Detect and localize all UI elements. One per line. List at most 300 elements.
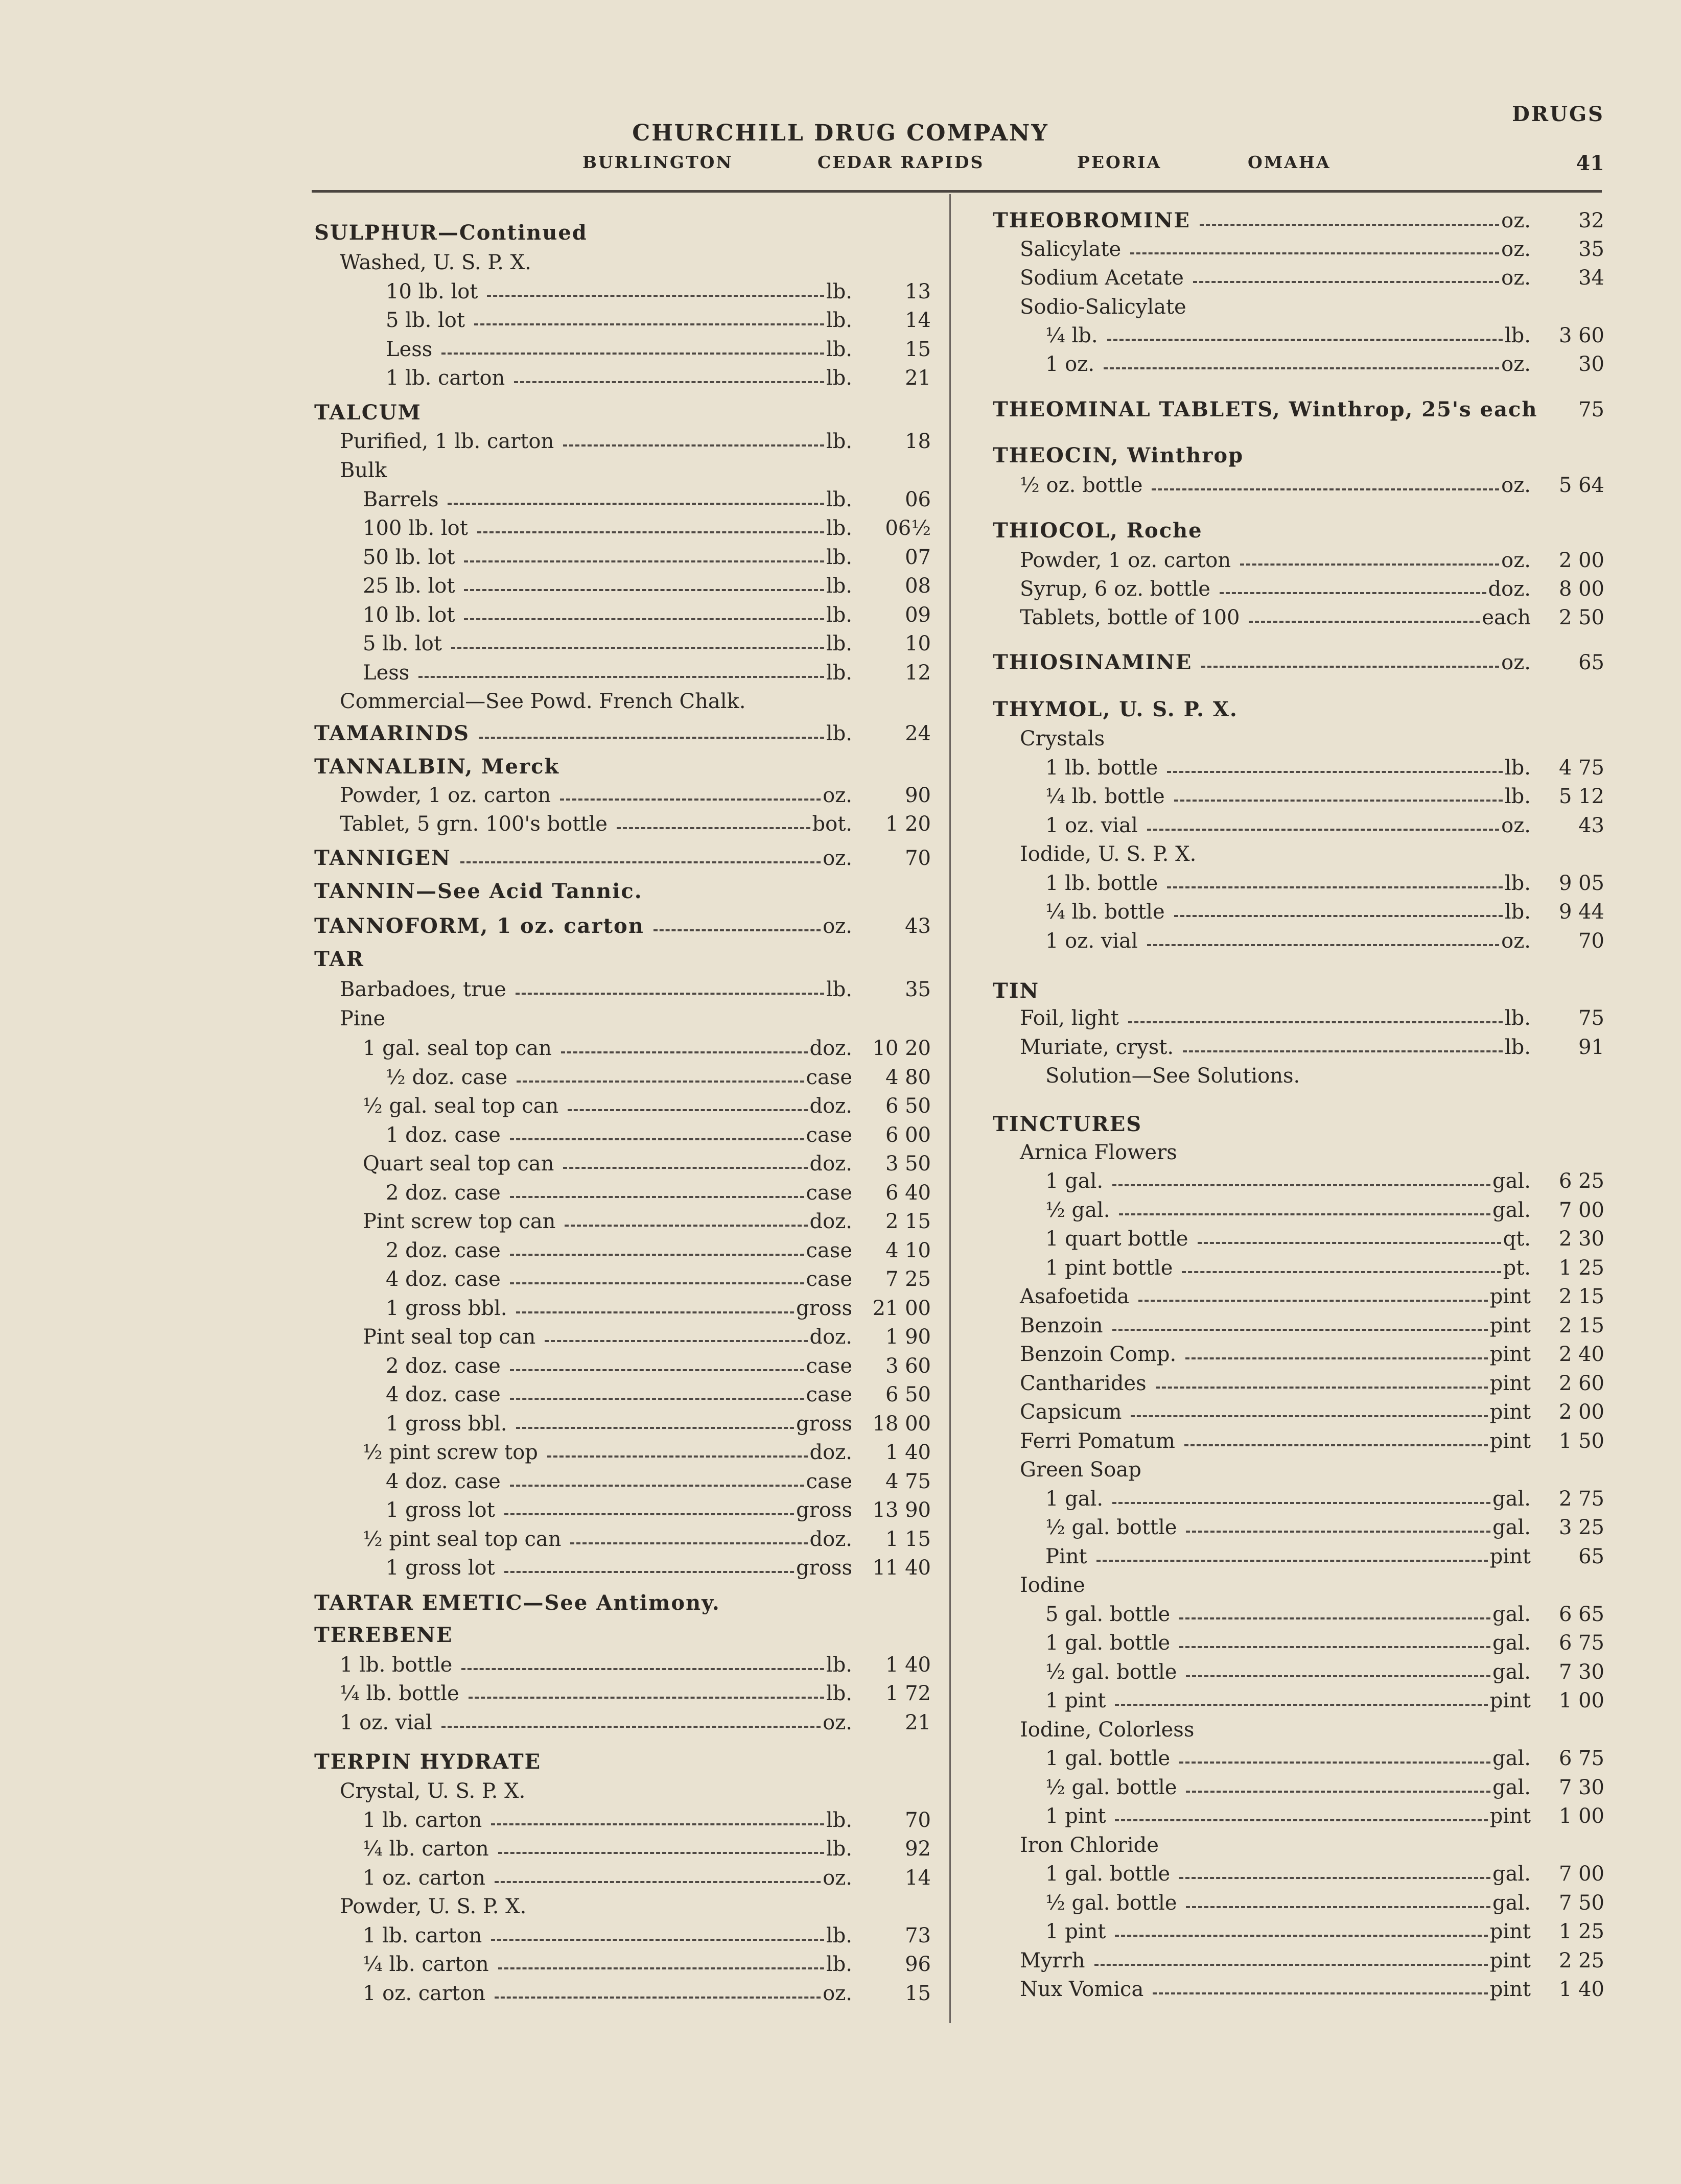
price-value: 06½	[885, 516, 931, 540]
price-value: 14	[905, 309, 931, 332]
price-value: 7 50	[1558, 1891, 1604, 1915]
price-value: 75	[1578, 398, 1604, 421]
unit-label: lb.	[826, 1682, 852, 1705]
price-entry	[0, 838, 1681, 870]
unit-label: qt.	[1503, 1227, 1531, 1251]
price-value: 1 20	[885, 812, 931, 836]
unit-label: lb.	[826, 309, 852, 332]
unit-label: gal.	[1492, 1862, 1531, 1886]
item-name: ½ doz. case	[386, 1066, 508, 1089]
unit-label: lb.	[826, 722, 852, 745]
price-entry	[0, 1771, 1681, 1803]
item-name: 1 quart bottle	[1045, 1227, 1188, 1251]
item-name: Crystals	[1020, 727, 1105, 750]
price-value: 35	[905, 978, 931, 1001]
price-entry	[0, 1713, 1681, 1742]
price-value: 9 44	[1558, 900, 1604, 924]
price-value: 07	[905, 546, 931, 569]
item-name: 1 lb. carton	[386, 366, 505, 390]
price-value: 65	[1578, 651, 1604, 674]
price-entry	[0, 809, 1681, 838]
price-entry	[0, 1223, 1681, 1251]
price-entry	[0, 1194, 1681, 1223]
unit-label: gross	[796, 1297, 852, 1320]
item-name: 1 lb. bottle	[1045, 756, 1158, 780]
item-name: 1 gal.	[1045, 1169, 1104, 1193]
dot-leader	[1115, 1704, 1487, 1706]
unit-label: pint	[1489, 1429, 1531, 1453]
item-name: ¼ lb. carton	[363, 1837, 489, 1861]
item-name: 1 pint	[1045, 1804, 1106, 1828]
item-name: TAR	[314, 947, 364, 971]
item-name: 1 oz. vial	[340, 1711, 432, 1734]
price-value: 9 05	[1558, 872, 1604, 895]
item-name: Tablets, bottle of 100	[1020, 606, 1240, 629]
unit-label: lb.	[826, 338, 852, 361]
unit-label: bot.	[812, 812, 852, 836]
price-entry	[0, 1252, 1681, 1280]
item-name: Washed, U. S. P. X.	[340, 251, 531, 274]
unit-label: lb.	[826, 574, 852, 598]
dot-leader	[1152, 488, 1499, 490]
unit-label: case	[806, 1066, 852, 1089]
item-name: 1 oz. vial	[1045, 814, 1138, 837]
item-name: Syrup, 6 oz. bottle	[1020, 577, 1210, 601]
item-name: Barbadoes, true	[340, 978, 506, 1001]
price-value: 21	[905, 366, 931, 390]
dot-leader	[514, 381, 824, 383]
item-name: Arnica Flowers	[1020, 1141, 1177, 1164]
price-entry	[0, 925, 1681, 953]
unit-label: doz.	[809, 1441, 852, 1464]
unit-label: lb.	[826, 661, 852, 685]
item-name: 25 lb. lot	[363, 574, 455, 598]
item-name: Foil, light	[1020, 1006, 1119, 1030]
unit-label: gal.	[1492, 1487, 1531, 1511]
price-value: 7 00	[1558, 1199, 1604, 1222]
price-value: 1 40	[885, 1441, 931, 1464]
price-value: 32	[1578, 209, 1604, 232]
dot-leader	[1115, 1935, 1487, 1937]
price-value: 3 60	[1558, 324, 1604, 347]
price-value: 2 40	[1558, 1343, 1604, 1366]
price-entry	[0, 1396, 1681, 1424]
price-entry	[0, 780, 1681, 809]
price-value: 2 15	[1558, 1314, 1604, 1337]
item-name: 1 gal. bottle	[1045, 1862, 1171, 1886]
item-name: TALCUM	[314, 401, 422, 425]
item-name: 1 gal. bottle	[1045, 1747, 1171, 1770]
price-entry	[0, 1915, 1681, 1947]
dot-leader	[1112, 1184, 1490, 1186]
item-name: TAMARINDS	[314, 721, 470, 745]
item-name: Bulk	[340, 459, 387, 482]
unit-label: pint	[1489, 1545, 1531, 1568]
item-name: TANNALBIN, Merck	[314, 755, 560, 779]
unit-label: pint	[1489, 1920, 1531, 1943]
item-name: Powder, 1 oz. carton	[340, 784, 551, 807]
price-value: 4 80	[885, 1066, 931, 1089]
unit-label: doz.	[809, 1094, 852, 1118]
dot-leader	[1107, 339, 1503, 341]
price-value: 6 65	[1558, 1603, 1604, 1626]
item-name: ½ gal. bottle	[1045, 1776, 1177, 1799]
unit-label: doz.	[809, 1037, 852, 1060]
city-cedar-rapids: CEDAR RAPIDS	[818, 152, 985, 172]
item-name: 4 doz. case	[386, 1267, 501, 1291]
price-entry	[0, 1800, 1681, 1832]
city-omaha: OMAHA	[1248, 152, 1331, 172]
price-entry	[0, 1483, 1681, 1511]
price-value: 34	[1578, 266, 1604, 290]
city-peoria: PEORIA	[1077, 152, 1162, 172]
price-value: 15	[905, 1982, 931, 2005]
unit-label: oz.	[1501, 814, 1531, 837]
price-entry	[0, 1540, 1681, 1569]
price-value: 90	[905, 784, 931, 807]
dot-leader	[1185, 1357, 1488, 1359]
price-value: 11 40	[872, 1556, 931, 1580]
dot-leader	[1174, 915, 1503, 917]
price-value: 2 15	[885, 1210, 931, 1233]
price-value: 7 30	[1558, 1660, 1604, 1684]
unit-label: gal.	[1492, 1169, 1531, 1193]
price-entry	[0, 1858, 1681, 1890]
dot-leader	[1183, 1050, 1503, 1052]
unit-label: gross	[796, 1412, 852, 1436]
item-name: Myrrh	[1020, 1949, 1085, 1972]
price-value: 92	[905, 1837, 931, 1861]
price-value: 2 30	[1558, 1227, 1604, 1251]
unit-label: lb.	[826, 280, 852, 303]
item-name: 1 gal.	[1045, 1487, 1104, 1511]
item-name: ½ gal. seal top can	[363, 1094, 559, 1118]
item-name: TIN	[993, 979, 1040, 1003]
price-value: 2 60	[1558, 1372, 1604, 1395]
price-value: 2 75	[1558, 1487, 1604, 1511]
price-entry	[0, 896, 1681, 924]
price-value: 1 25	[1558, 1256, 1604, 1280]
price-value: 6 50	[885, 1094, 931, 1118]
price-value: 2 50	[1558, 606, 1604, 629]
dot-leader	[1167, 771, 1503, 773]
item-name: Cantharides	[1020, 1372, 1147, 1395]
item-name: Barrels	[363, 488, 439, 511]
price-entry	[0, 319, 1681, 348]
item-name: 1 lb. carton	[363, 1924, 482, 1947]
item-name: 1 oz. vial	[1045, 929, 1138, 953]
dot-leader	[1119, 1213, 1490, 1215]
item-name: Salicylate	[1020, 238, 1122, 261]
item-name: ½ gal.	[1045, 1199, 1110, 1222]
price-value: 5 12	[1558, 785, 1604, 808]
unit-label: gal.	[1492, 1776, 1531, 1799]
unit-label: gal.	[1492, 1891, 1531, 1915]
page-number: 41	[1576, 151, 1604, 175]
price-value: 1 00	[1558, 1804, 1604, 1828]
item-name: Capsicum	[1020, 1400, 1122, 1424]
price-value: 1 25	[1558, 1920, 1604, 1943]
entry-heading	[0, 439, 1681, 468]
unit-label: case	[806, 1239, 852, 1262]
price-value: 14	[905, 1866, 931, 1890]
unit-label: case	[806, 1383, 852, 1406]
item-name: 4 doz. case	[386, 1470, 501, 1493]
price-entry	[0, 1973, 1681, 2005]
item-name: 1 pint	[1045, 1689, 1106, 1712]
item-name: 1 gross bbl.	[386, 1412, 507, 1436]
item-name: TANNOFORM, 1 oz. carton	[314, 914, 644, 938]
price-value: 3 50	[885, 1152, 931, 1176]
item-name: TANNIGEN	[314, 846, 451, 870]
unit-label: lb.	[826, 366, 852, 390]
item-name: 1 gal. bottle	[1045, 1631, 1171, 1655]
item-name: Iodine	[1020, 1574, 1085, 1597]
company-name: CHURCHILL DRUG COMPANY	[632, 120, 1049, 146]
item-name: 50 lb. lot	[363, 546, 455, 569]
unit-label: lb.	[1504, 785, 1531, 808]
item-name: Iodine, Colorless	[1020, 1718, 1195, 1742]
item-name: Iron Chloride	[1020, 1834, 1159, 1857]
item-name: ½ pint screw top	[363, 1441, 538, 1464]
item-name: 2 doz. case	[386, 1239, 501, 1262]
price-value: 13 90	[872, 1498, 931, 1522]
dot-leader	[1179, 1646, 1490, 1648]
price-value: 21 00	[872, 1297, 931, 1320]
unit-label: oz.	[823, 784, 852, 807]
unit-label: doz.	[809, 1210, 852, 1233]
unit-label: lb.	[1504, 872, 1531, 895]
entry-heading	[0, 1108, 1681, 1137]
unit-label: lb.	[826, 488, 852, 511]
unit-label: oz.	[1501, 929, 1531, 953]
price-entry	[0, 1425, 1681, 1453]
price-entry	[0, 573, 1681, 601]
item-name: 1 pint	[1045, 1920, 1106, 1943]
item-name: ½ gal. bottle	[1045, 1516, 1177, 1539]
item-name: Powder, 1 oz. carton	[1020, 549, 1231, 572]
item-name: Benzoin Comp.	[1020, 1343, 1177, 1366]
price-value: 30	[1578, 353, 1604, 376]
item-name: ½ gal. bottle	[1045, 1660, 1177, 1684]
item-name: Asafoetida	[1020, 1285, 1130, 1308]
unit-label: lb.	[826, 430, 852, 453]
price-value: 18	[905, 430, 931, 453]
dot-leader	[1186, 1791, 1490, 1793]
unit-label: doz.	[809, 1528, 852, 1551]
item-name: ½ pint seal top can	[363, 1528, 562, 1551]
item-name: Iodide, U. S. P. X.	[1020, 842, 1197, 866]
entry-heading	[0, 690, 1681, 722]
dot-leader	[1200, 224, 1499, 226]
price-value: 75	[1578, 1006, 1604, 1030]
price-entry	[0, 1060, 1681, 1088]
unit-label: lb.	[1504, 900, 1531, 924]
unit-label: gal.	[1492, 1660, 1531, 1684]
item-name: 2 doz. case	[386, 1181, 501, 1205]
price-value: 96	[905, 1953, 931, 1976]
item-name: 2 doz. case	[386, 1354, 501, 1378]
price-entry	[0, 291, 1681, 319]
unit-label: pint	[1489, 1372, 1531, 1395]
dot-leader	[1147, 944, 1499, 946]
dot-leader	[1128, 1021, 1503, 1023]
item-name: 1 lb. carton	[363, 1809, 482, 1832]
price-value: 18 00	[872, 1412, 931, 1436]
unit-label: lb.	[826, 1653, 852, 1677]
price-value: 65	[1578, 1545, 1604, 1568]
unit-label: pint	[1489, 1400, 1531, 1424]
dot-leader	[1112, 1329, 1488, 1331]
price-entry	[0, 752, 1681, 780]
item-name: TEREBENE	[314, 1623, 453, 1647]
dot-leader	[1182, 1271, 1501, 1273]
price-entry	[0, 1742, 1681, 1774]
price-value: 1 00	[1558, 1689, 1604, 1712]
price-value: 43	[1578, 814, 1604, 837]
price-entry	[0, 1136, 1681, 1165]
item-name: ½ oz. bottle	[1020, 474, 1143, 497]
price-value: 15	[905, 338, 931, 361]
price-value: 4 75	[885, 1470, 931, 1493]
unit-label: pint	[1489, 1314, 1531, 1337]
dot-leader	[1131, 1415, 1487, 1417]
unit-label: oz.	[823, 1711, 852, 1734]
item-name: 5 lb. lot	[386, 309, 465, 332]
price-entry	[0, 1944, 1681, 1976]
item-name: ¼ lb. bottle	[1045, 900, 1165, 924]
unit-label: lb.	[826, 516, 852, 540]
price-value: 91	[1578, 1036, 1604, 1059]
price-entry	[0, 1031, 1681, 1060]
unit-label: oz.	[1501, 549, 1531, 572]
price-value: 1 72	[885, 1682, 931, 1705]
price-value: 73	[905, 1924, 931, 1947]
item-name: TANNIN—See Acid Tannic.	[314, 879, 643, 903]
price-entry	[0, 1338, 1681, 1367]
unit-label: lb.	[826, 1809, 852, 1832]
dot-leader	[1220, 592, 1486, 594]
unit-label: oz.	[1501, 238, 1531, 261]
item-name: 10 lb. lot	[363, 603, 455, 627]
dot-leader	[1193, 281, 1499, 283]
item-name: Less	[386, 338, 433, 361]
price-value: 12	[905, 661, 931, 685]
unit-label: pt.	[1503, 1256, 1531, 1280]
section-title: DRUGS	[1512, 102, 1604, 126]
unit-label: pint	[1489, 1804, 1531, 1828]
dot-leader	[1115, 1819, 1487, 1821]
price-value: 10 20	[872, 1037, 931, 1060]
unit-label: gross	[796, 1498, 852, 1522]
item-name: Pint seal top can	[363, 1325, 536, 1349]
dot-leader	[1240, 563, 1499, 566]
price-entry	[0, 1511, 1681, 1540]
price-value: 4 10	[885, 1239, 931, 1262]
unit-label: case	[806, 1354, 852, 1378]
price-entry	[0, 722, 1681, 751]
price-value: 6 25	[1558, 1169, 1604, 1193]
item-name: Quart seal top can	[363, 1152, 554, 1176]
item-name: THIOSINAMINE	[993, 650, 1193, 674]
item-name: 5 gal. bottle	[1045, 1603, 1171, 1626]
price-entry	[0, 469, 1681, 498]
dot-leader	[1186, 1906, 1490, 1908]
item-name: Commercial—See Powd. French Chalk.	[340, 690, 746, 713]
unit-label: oz.	[1501, 651, 1531, 674]
price-value: 21	[905, 1711, 931, 1734]
item-name: ¼ lb. carton	[363, 1953, 489, 1976]
price-entry	[0, 1653, 1681, 1684]
unit-label: each	[1482, 606, 1531, 629]
price-value: 7 30	[1558, 1776, 1604, 1799]
item-name: 4 doz. case	[386, 1383, 501, 1406]
unit-label: lb.	[826, 1953, 852, 1976]
item-name: 1 lb. bottle	[1045, 872, 1158, 895]
dot-leader	[1184, 1444, 1488, 1446]
item-name: ¼ lb.	[1045, 324, 1098, 347]
unit-label: gross	[796, 1556, 852, 1580]
price-value: 6 50	[885, 1383, 931, 1406]
unit-label: pint	[1489, 1285, 1531, 1308]
dot-leader	[1201, 666, 1499, 668]
item-name: 1 pint bottle	[1045, 1256, 1173, 1280]
price-entry	[0, 233, 1681, 262]
price-value: 2 00	[1558, 549, 1604, 572]
price-entry	[0, 1165, 1681, 1193]
item-name: TINCTURES	[993, 1112, 1142, 1136]
price-entry	[0, 1684, 1681, 1713]
dot-leader	[418, 676, 824, 678]
price-value: 24	[905, 722, 931, 745]
price-value: 6 75	[1558, 1631, 1604, 1655]
item-name: ½ gal. bottle	[1045, 1891, 1177, 1915]
item-name: Green Soap	[1020, 1458, 1141, 1482]
price-entry	[0, 1453, 1681, 1482]
price-value: 2 15	[1558, 1285, 1604, 1308]
price-entry	[0, 1569, 1681, 1598]
price-value: 1 50	[1558, 1429, 1604, 1453]
unit-label: doz.	[809, 1325, 852, 1349]
unit-label: oz.	[1501, 266, 1531, 290]
item-name: Ferri Pomatum	[1020, 1429, 1175, 1453]
price-value: 3 25	[1558, 1516, 1604, 1539]
price-value: 6 75	[1558, 1747, 1604, 1770]
item-name: 1 gross lot	[386, 1498, 495, 1522]
item-name: Sodium Acetate	[1020, 266, 1184, 290]
unit-label: lb.	[1504, 324, 1531, 347]
item-name: Pine	[340, 1007, 386, 1030]
item-name: Pint	[1045, 1545, 1087, 1568]
unit-label: oz.	[823, 1866, 852, 1890]
item-name: Tablet, 5 grn. 100's bottle	[340, 812, 608, 836]
price-value: 35	[1578, 238, 1604, 261]
item-name: SULPHUR—Continued	[314, 221, 588, 245]
unit-label: gal.	[1492, 1603, 1531, 1626]
item-name: Purified, 1 lb. carton	[340, 430, 554, 453]
dot-leader	[1096, 1560, 1488, 1562]
price-entry	[0, 1623, 1681, 1655]
price-value: 7 25	[885, 1267, 931, 1291]
dot-leader	[1138, 1300, 1488, 1302]
price-value: 70	[905, 1809, 931, 1832]
city-burlington: BURLINGTON	[582, 152, 733, 172]
unit-label: lb.	[1504, 1006, 1531, 1030]
price-value: 7 00	[1558, 1862, 1604, 1886]
unit-label: lb.	[826, 632, 852, 655]
price-value: 43	[905, 914, 931, 938]
item-name: THIOCOL, Roche	[993, 519, 1203, 543]
